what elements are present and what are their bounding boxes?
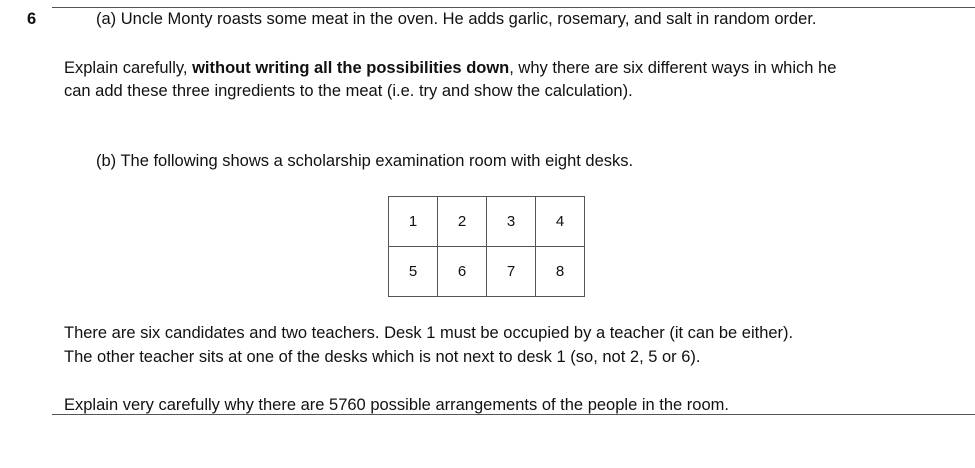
part-a-explain-prefix: Explain carefully, — [64, 59, 193, 77]
desk-row — [389, 197, 585, 247]
desk-cell: 4 — [536, 197, 585, 247]
part-a-explain-emphasis: without writing all the possibilities down — [192, 59, 510, 77]
desk-cell: 2 — [438, 197, 487, 247]
part-b-intro: (b) The following shows a scholarship examination room with eight desks. — [96, 152, 634, 170]
part-a-explain-suffix: , why there are six different ways in which he — [509, 59, 837, 77]
desk-grid — [388, 196, 585, 297]
part-a-explain-line2: can add these three ingredients to the meat (i.e. try and show the calculation). — [64, 82, 633, 100]
part-a-intro: (a) Uncle Monty roasts some meat in the oven. He adds garlic, rosemary, and salt in random order. — [96, 10, 817, 28]
part-a-explain-line1 — [64, 57, 836, 79]
desk-cell: 1 — [389, 197, 438, 247]
part-b-line3: Explain very carefully why there are 5760 possible arrangements of the people in the room. — [64, 396, 729, 414]
desk-row — [389, 247, 585, 297]
part-b-line1: There are six candidates and two teachers. Desk 1 must be occupied by a teacher (it can be either). — [64, 324, 794, 342]
desk-cell: 3 — [487, 197, 536, 247]
desk-cell: 6 — [438, 247, 487, 297]
bottom-rule — [52, 414, 975, 415]
desk-cell: 8 — [536, 247, 585, 297]
question-number: 6 — [27, 10, 37, 28]
desk-cell: 5 — [389, 247, 438, 297]
desk-cell: 7 — [487, 247, 536, 297]
part-b-line2: The other teacher sits at one of the desks which is not next to desk 1 (so, not 2, 5 or 6). — [64, 348, 701, 366]
